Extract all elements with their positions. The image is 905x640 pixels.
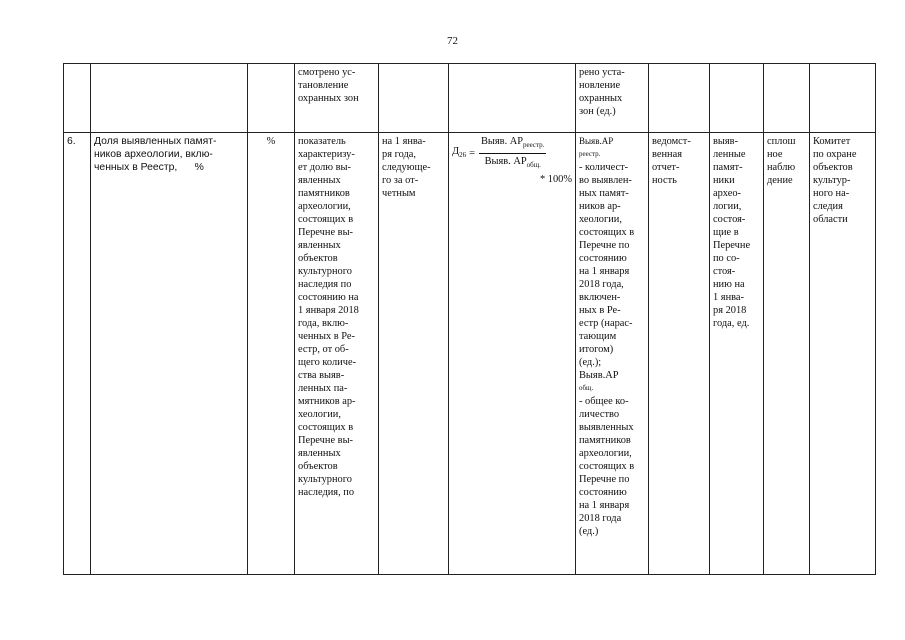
data-source: ведомст- венная отчет- ность — [649, 133, 710, 575]
report-date: на 1 янва- ря года, следующе- го за от- четным — [379, 133, 449, 575]
variable-total-label: Выяв.АР общ. — [579, 370, 619, 392]
unit: % — [248, 133, 295, 575]
formula-multiplier: * 100% — [539, 174, 572, 186]
cell-description-continued: смотрено ус- тановление охранных зон — [295, 64, 379, 133]
variable-registry-label: Выяв.АР реестр. — [579, 136, 614, 158]
formula-lhs: $Д_{26}$ — [452, 146, 467, 160]
cell-variables-continued: рено уста- новление охранных зон (ед.) — [576, 64, 649, 133]
cell-responsible-empty — [810, 64, 876, 133]
indicator-row-6 — [64, 133, 876, 575]
observation-object: выяв- ленные памят- ники архео- логии, состоя- щие в Перечне по со- стоя- нию на 1 янва- ря 2018 года, ед. — [710, 133, 764, 575]
page-number: 72 — [447, 35, 458, 47]
calculation-formula — [449, 133, 576, 575]
indicators-table — [63, 63, 876, 575]
formula-variables: Выяв.АР реестр. - количест- во выявлен- ных памят- ников ар- хеологии, состоящих в Перечне по состоянию на 1 января 2018 года, включен- ных в Ре- естр (нарас- тающим итогом) (ед.); Выяв.АР общ. - общее ко- личество выявленных памятников археологии, состоящих в Перечне по состоянию на 1 января 2018 года (ед.) — [576, 133, 649, 575]
cell-method-empty — [764, 64, 810, 133]
formula-numerator: Выяв. $АР_{реестр.}$ — [479, 135, 546, 154]
formula-equals: = — [469, 148, 475, 160]
responsible-body: Комитет по охране объектов культур- ного на- следия области — [810, 133, 876, 575]
cell-source-empty — [649, 64, 710, 133]
observation-method: сплош ное наблю дение — [764, 133, 810, 575]
indicator-description: показатель характеризу- ет долю вы- явленных памятников археологии, состоящих в Перечне вы- явленных объектов культурного наследия по состоянию на 1 января 2018 года, вклю- ченных в Ре- естр, от об- щего количе- ства выяв- ленных па- мятников ар- хеологии, состоящих в Перечне вы- явленных объектов культурного наследия, по — [295, 133, 379, 575]
continuation-row — [64, 64, 876, 133]
cell-object-empty — [710, 64, 764, 133]
indicator-name: Доля выявленных памят- ников археологии, вклю- ченных в Реестр, % — [91, 133, 248, 575]
formula-denominator: Выяв. $АР_{общ.}$ — [484, 156, 541, 170]
cell-number-empty — [64, 64, 91, 133]
formula-fraction — [479, 135, 546, 172]
cell-formula-empty — [449, 64, 576, 133]
cell-indicator-empty — [91, 64, 248, 133]
row-number: 6. — [64, 133, 91, 575]
cell-unit-empty — [248, 64, 295, 133]
cell-date-empty — [379, 64, 449, 133]
